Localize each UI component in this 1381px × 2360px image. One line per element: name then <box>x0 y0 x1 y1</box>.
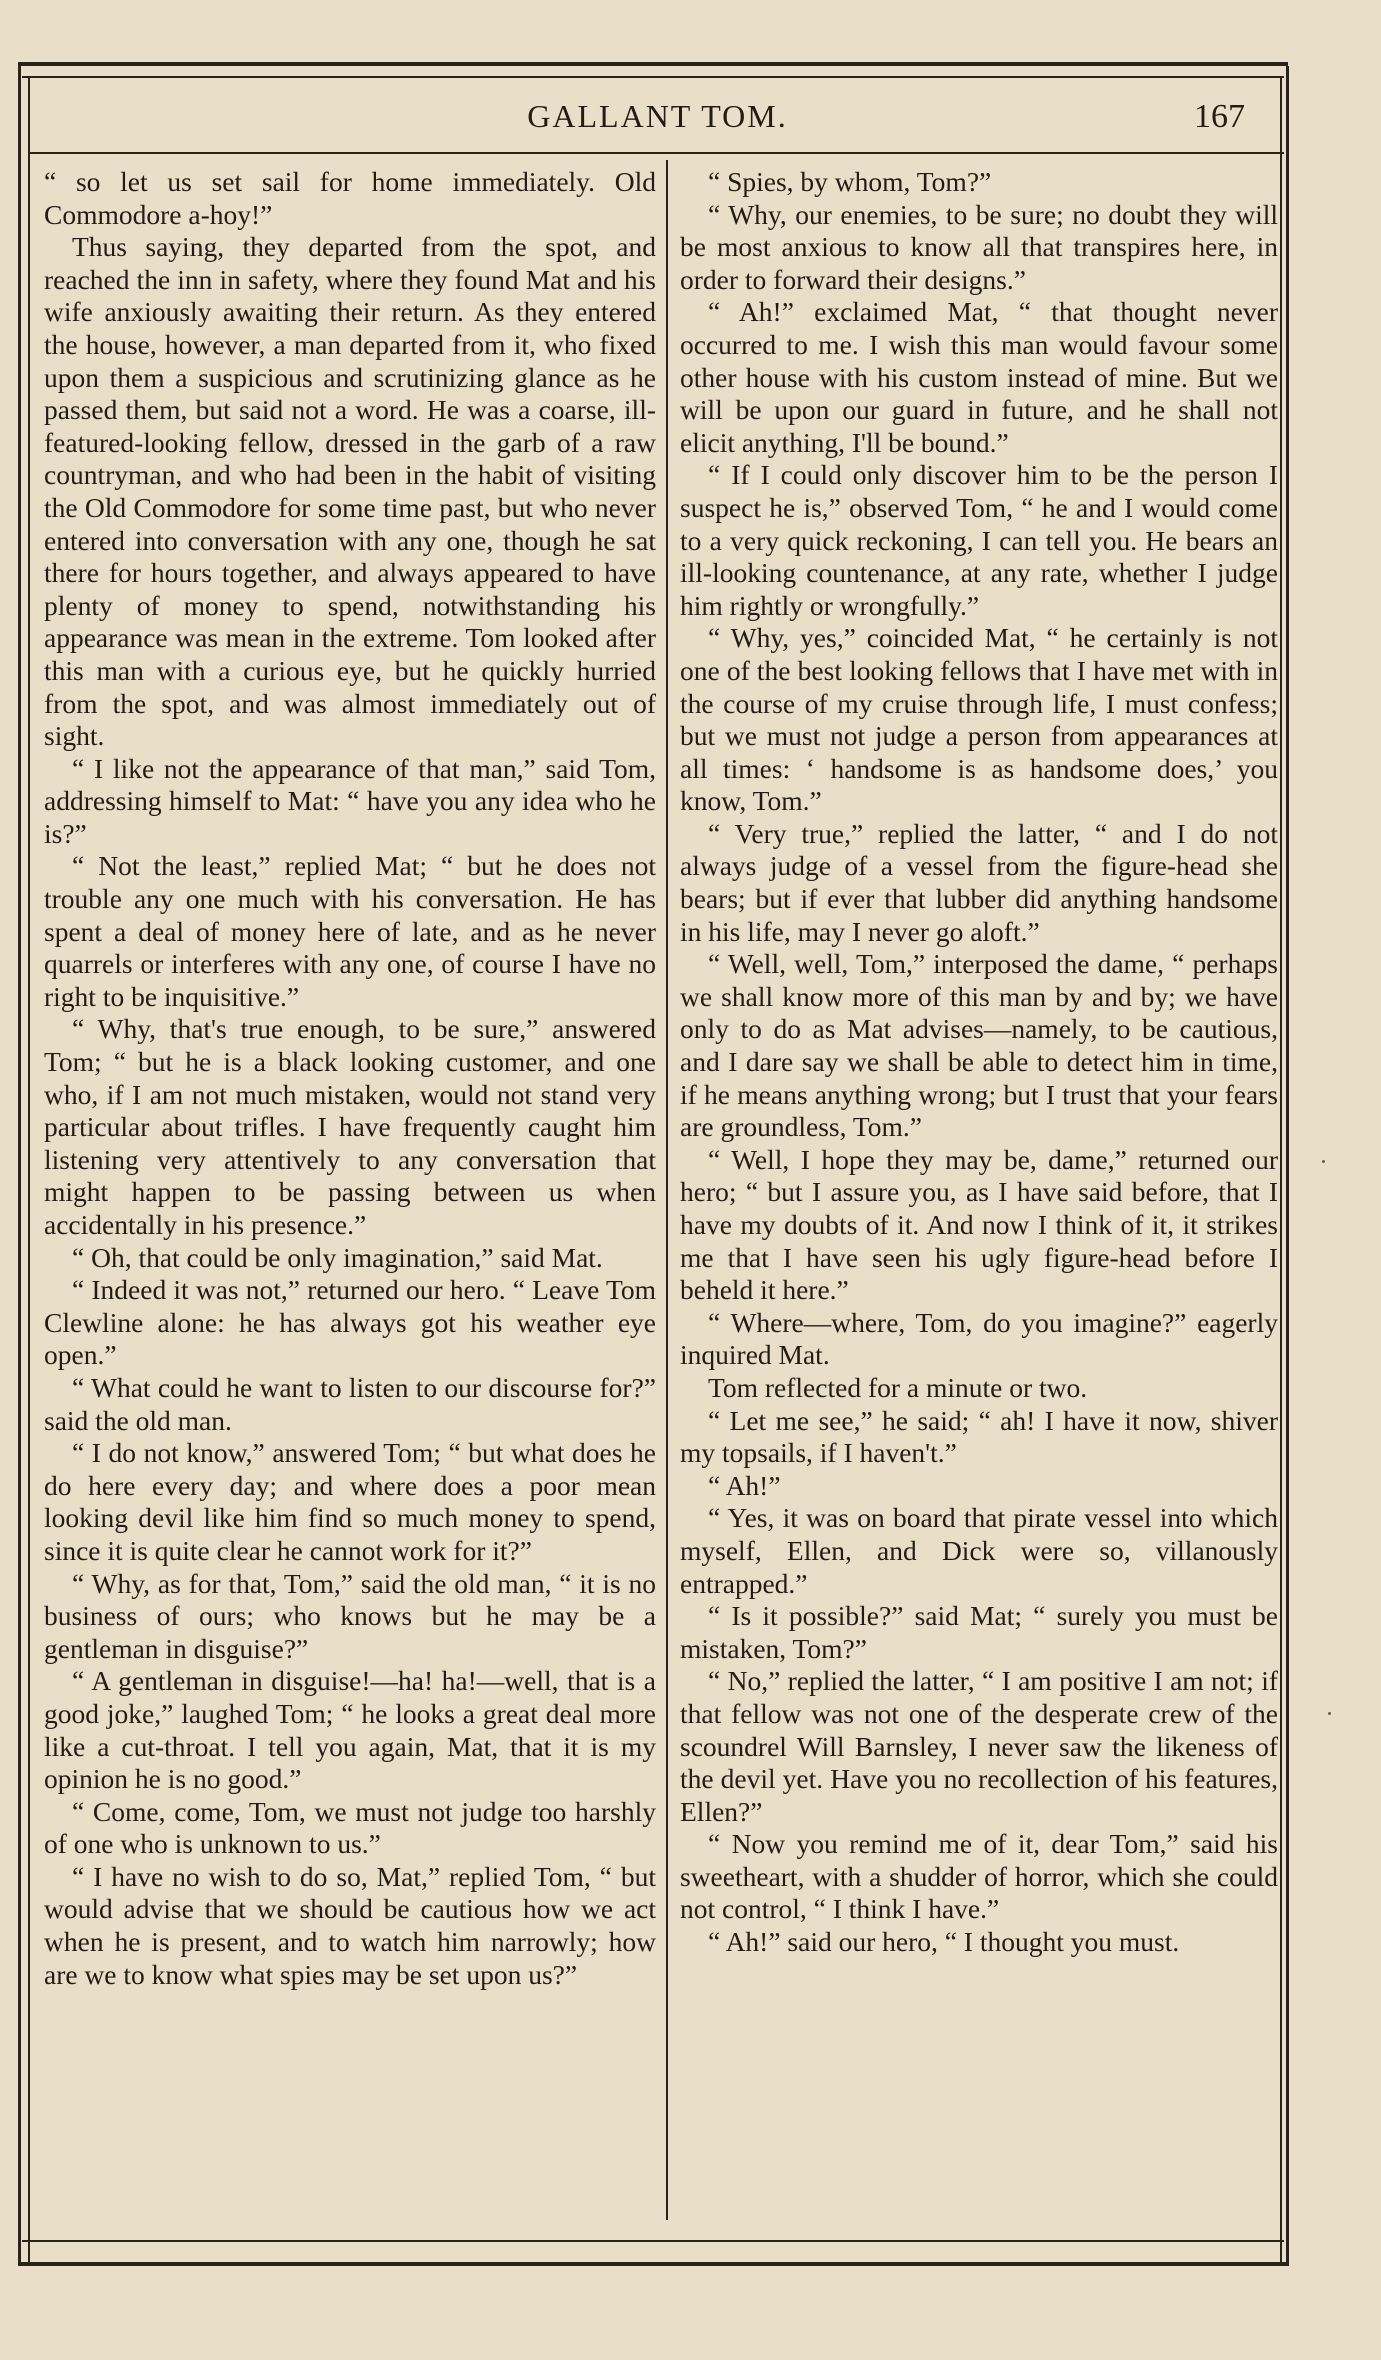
paragraph: “ Indeed it was not,” returned our hero. “ Leave Tom Clewline alone: he has always got his weather eye open.” <box>44 1274 656 1371</box>
paragraph: “ What could he want to listen to our discourse for?” said the old man. <box>44 1371 656 1436</box>
top-border-rule <box>18 62 1288 66</box>
paper-speck <box>1328 1712 1331 1715</box>
paragraph: “ Yes, it was on board that pirate vessel into which myself, Ellen, and Dick were so, villanously entrapped.” <box>680 1502 1278 1599</box>
page-header <box>30 98 1285 150</box>
column-divider <box>666 160 668 2220</box>
header-rule <box>28 152 1284 154</box>
paragraph: “ Is it possible?” said Mat; “ surely you must be mistaken, Tom?” <box>680 1600 1278 1664</box>
running-head: GALLANT TOM. <box>527 98 788 134</box>
paragraph: “ Why, yes,” coincided Mat, “ he certainly is not one of the best looking fellows that I have met with in the course of my cruise through life, I must confess; but we must not judge a person from appearances at all times: ‘ handsome is as handsome does,’ you know, Tom.” <box>680 622 1278 817</box>
paragraph: “ Come, come, Tom, we must not judge too harshly of one who is unknown to us.” <box>44 1795 656 1860</box>
paragraph: “ Spies, by whom, Tom?” <box>708 166 992 197</box>
paragraph: “ If I could only discover him to be the person I suspect he is,” observed Tom, “ he and I would come to a very quick reckoning, I can tell you. He bears an ill-looking countenance, at any rate, whether I judge him rightly or wrongfully.” <box>680 459 1278 621</box>
right-border-rule <box>1286 66 1289 2266</box>
paragraph: “ Why, our enemies, to be sure; no doubt they will be most anxious to know all that transpires here, in order to forward their designs.” <box>680 198 1278 295</box>
bottom-border-rule <box>18 2262 1288 2266</box>
paragraph: “ Why, that's true enough, to be sure,” answered Tom; “ but he is a black looking customer, and one who, if I am not much mistaken, would not stand very particular about trifles. I have frequently caught him listening very attentively to any conversation that might happen to be passing between us when accidentally in his presence.” <box>44 1013 656 1240</box>
paragraph: “ Ah!” exclaimed Mat, “ that thought never occurred to me. I wish this man would favour some other house with his custom instead of mine. But we will be upon our guard in future, and he shall not elicit anything, I'll be bound.” <box>680 296 1278 458</box>
paragraph: “ I do not know,” answered Tom; “ but what does he do here every day; and where does a poor mean looking devil like him find so much money to spend, since it is quite clear he cannot work for it?” <box>44 1437 656 1566</box>
right-border-rule-inner <box>1280 78 1282 2262</box>
paragraph: “ Where—where, Tom, do you imagine?” eagerly inquired Mat. <box>680 1306 1278 1371</box>
paragraph: “ I like not the appearance of that man,” said Tom, addressing himself to Mat: “ have you any idea who he is?” <box>44 752 656 849</box>
paragraph: “ Let me see,” he said; “ ah! I have it now, shiver my topsails, if I haven't.” <box>680 1404 1278 1469</box>
paper-speck <box>1322 1160 1325 1163</box>
paragraph: “ Ah!” <box>708 1469 781 1501</box>
paragraph: Tom reflected for a minute or two. <box>708 1371 1088 1403</box>
paragraph: “ Well, I hope they may be, dame,” returned our hero; “ but I assure you, as I have said before, that I have my doubts of it. And now I think of it, it strikes me that I have seen his ugly figure-head before I beheld it here.” <box>680 1143 1278 1306</box>
right-column <box>680 166 1278 2206</box>
paragraph: “ Oh, that could be only imagination,” said Mat. <box>72 1241 603 1273</box>
paragraph: “ Why, as for that, Tom,” said the old man, “ it is no business of ours; who knows but he may be a gentleman in disguise?” <box>44 1567 656 1664</box>
paragraph: “ Ah!” said our hero, “ I thought you must. <box>708 1926 1180 1958</box>
paragraph: “ Well, well, Tom,” interposed the dame, “ perhaps we shall know more of this man by and by; we have only to do as Mat advises—namely, to be cautious, and I dare say we shall be able to detect him in time, if he means anything wrong; but I trust that your fears are groundless, Tom.” <box>680 948 1278 1143</box>
left-column <box>44 166 656 2206</box>
page-number: 167 <box>1194 98 1245 135</box>
top-border-rule-inner <box>22 76 1284 78</box>
left-border-rule <box>18 66 21 2266</box>
bottom-border-rule-inner <box>22 2240 1284 2242</box>
paragraph: “ I have no wish to do so, Mat,” replied Tom, “ but would advise that we should be cautious how we act when he is present, and to watch him narrowly; how are we to know what spies may be set upon us?” <box>44 1860 656 1990</box>
paragraph: Thus saying, they departed from the spot, and reached the inn in safety, where they found Mat and his wife anxiously awaiting their return. As they entered the house, however, a man departed from it, who fixed upon them a suspicious and scrutinizing glance as he passed them, but said not a word. He was a coarse, ill-featured-looking fellow, dressed in the garb of a raw countryman, and who had been in the habit of visiting the Old Commodore for some time past, but who never entered into conversation with any one, though he sat there for hours together, and always appeared to have plenty of money to spend, notwithstanding his appearance was mean in the extreme. Tom looked after this man with a curious eye, but he quickly hurried from the spot, and was almost immediately out of sight. <box>44 231 656 752</box>
paragraph: “ Not the least,” replied Mat; “ but he does not trouble any one much with his conversation. He has spent a deal of money here of late, and as he never quarrels or interferes with any one, of course I have no right to be inquisitive.” <box>44 850 656 1012</box>
paragraph: “ A gentleman in disguise!—ha! ha!—well, that is a good joke,” laughed Tom; “ he looks a great deal more like a cut-throat. I tell you again, Mat, that it is my opinion he is no good.” <box>44 1665 656 1795</box>
paragraph: “ Very true,” replied the latter, “ and I do not always judge of a vessel from the figure-head she bears; but if ever that lubber did anything handsome in his life, may I never go aloft.” <box>680 817 1278 947</box>
paragraph: “ so let us set sail for home immediately. Old Commodore a-hoy!” <box>44 166 656 230</box>
left-border-rule-inner <box>28 78 30 2262</box>
paragraph: “ Now you remind me of it, dear Tom,” said his sweetheart, with a shudder of horror, which she could not control, “ I think I have.” <box>680 1828 1278 1925</box>
paragraph: “ No,” replied the latter, “ I am positive I am not; if that fellow was not one of the desperate crew of the scoundrel Will Barnsley, I never saw the likeness of the devil yet. Have you no recollection of his features, Ellen?” <box>680 1665 1278 1827</box>
